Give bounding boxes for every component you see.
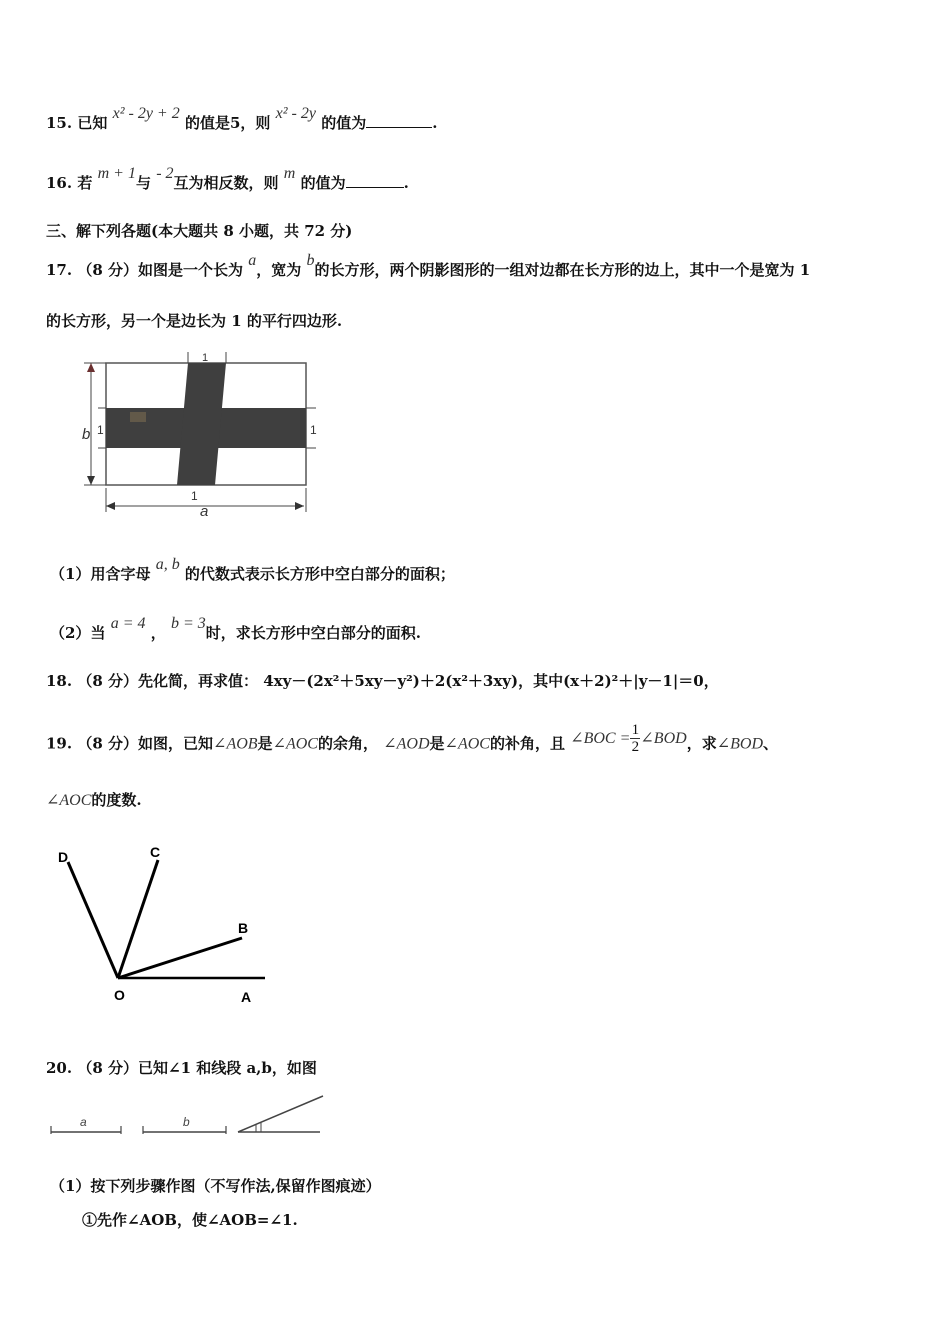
math-expression: x² - 2y [275, 105, 316, 122]
label-B: B [238, 920, 249, 936]
math-variable: a [248, 252, 257, 269]
text: 的长方形，两个阴影图形的一组对边都在长方形的边上，其中一个是宽为 1 [314, 261, 811, 279]
text: 是 [429, 734, 445, 753]
figure-19-angles [50, 840, 280, 1010]
math-condition: b = 3 [170, 615, 206, 632]
text: 的值为 [300, 174, 346, 192]
question-15 [46, 105, 438, 133]
text: 的度数. [91, 791, 142, 809]
text: 如图是一个长为 [138, 261, 244, 279]
sub-number: （1） [50, 565, 91, 583]
text: 互为相反数，则 [173, 174, 279, 192]
math-condition: a = 4 [110, 615, 146, 632]
label-one-left: 1 [97, 423, 104, 437]
question-17-part-1 [50, 556, 455, 584]
question-number: 18. [46, 672, 73, 690]
question-number: 15. [46, 114, 73, 132]
text: 若 [77, 174, 93, 192]
sub-number: （2） [50, 624, 91, 642]
text: 的余角， [317, 734, 378, 753]
label-one-bottom: 1 [191, 489, 198, 503]
label-D: D [58, 849, 69, 865]
label-O: O [114, 987, 125, 1003]
question-number: 17. [46, 261, 73, 279]
text: 、 [763, 734, 779, 753]
math-expression: ∠BOD [640, 729, 687, 747]
figure-17-rectangle [78, 348, 328, 520]
angle: ∠BOD [716, 735, 763, 753]
math-variable: b [306, 252, 315, 269]
score: （8 分） [77, 261, 139, 279]
math-variables: a, b [155, 556, 180, 573]
ray-OC [118, 860, 158, 978]
label-A: A [241, 989, 252, 1005]
value: 5 [229, 114, 241, 132]
text: 时，求长方形中空白部分的面积. [205, 624, 421, 642]
text: 用含字母 [90, 565, 151, 583]
label-C: C [150, 844, 161, 860]
text: （8 分）已知∠1 和线段 a,b，如图 [77, 1059, 317, 1077]
text: . [432, 114, 438, 132]
numerator: 1 [631, 722, 640, 738]
question-19-line2 [46, 789, 142, 810]
answer-blank[interactable] [346, 187, 404, 188]
text: 的补角，且 [489, 734, 565, 753]
question-17-line2: 的长方形，另一个是边长为 1 的平行四边形. [46, 312, 343, 330]
fraction [630, 722, 640, 755]
question-20-part-1: （1）按下列步骤作图（不写作法,保留作图痕迹） [50, 1177, 381, 1195]
math-expression: - 2 [156, 165, 174, 182]
angle: ∠AOC [272, 735, 318, 753]
question-number: 19. [46, 734, 73, 753]
angle-1-side [238, 1096, 323, 1132]
label-one-right: 1 [310, 423, 317, 437]
text: ，宽为 [256, 261, 302, 279]
text: 的代数式表示长方形中空白部分的面积； [184, 565, 455, 583]
text: ，求 [686, 734, 717, 753]
question-number: 16. [46, 174, 73, 192]
text: 当 [90, 624, 106, 642]
denominator: 2 [631, 739, 640, 755]
angle: ∠AOD [383, 735, 430, 753]
math-expression: ∠BOC = [570, 729, 631, 747]
text: ，则 [240, 114, 271, 132]
fraction-equation [570, 722, 687, 755]
label-segment-b: b [183, 1115, 190, 1129]
text: . [403, 174, 409, 192]
ray-OB [118, 938, 242, 978]
text: 是 [257, 734, 273, 753]
text: 的值是 [184, 114, 230, 132]
math-expression: m + 1 [97, 165, 136, 182]
text: 如图，已知 [138, 734, 214, 753]
section-heading: 三、解下列各题(本大题共 8 小题，共 72 分) [46, 222, 353, 240]
text: （8 分）先化简，再求值： 4xy－(2x²＋5xy－y²)＋2(x²＋3xy)，其中(x＋2)²＋|y－1|＝0， [77, 672, 719, 690]
text: 与 [135, 174, 151, 192]
label-one-top: 1 [202, 352, 209, 364]
math-expression: x² - 2y + 2 [112, 105, 180, 122]
text: 已知 [77, 114, 108, 132]
question-number: 20. [46, 1059, 73, 1077]
question-18 [46, 670, 719, 691]
text: 的值为 [321, 114, 367, 132]
text: ， [150, 624, 166, 642]
question-16 [46, 165, 409, 193]
label-b: b [82, 426, 91, 443]
question-17 [46, 252, 811, 280]
question-20 [46, 1057, 317, 1078]
question-17-part-2 [50, 615, 421, 643]
label-a: a [200, 503, 209, 520]
answer-blank[interactable] [366, 127, 432, 128]
angle: ∠AOB [213, 735, 258, 753]
angle: ∠AOC [46, 792, 92, 809]
ray-OD [68, 862, 118, 978]
question-20-step-1: ①先作∠AOB，使∠AOB=∠1. [82, 1211, 298, 1229]
question-19 [46, 722, 779, 761]
label-segment-a: a [80, 1115, 87, 1129]
math-expression: m [283, 165, 296, 182]
figure-20-givens [46, 1088, 331, 1143]
angle: ∠AOC [444, 735, 490, 753]
score: （8 分） [77, 734, 139, 753]
